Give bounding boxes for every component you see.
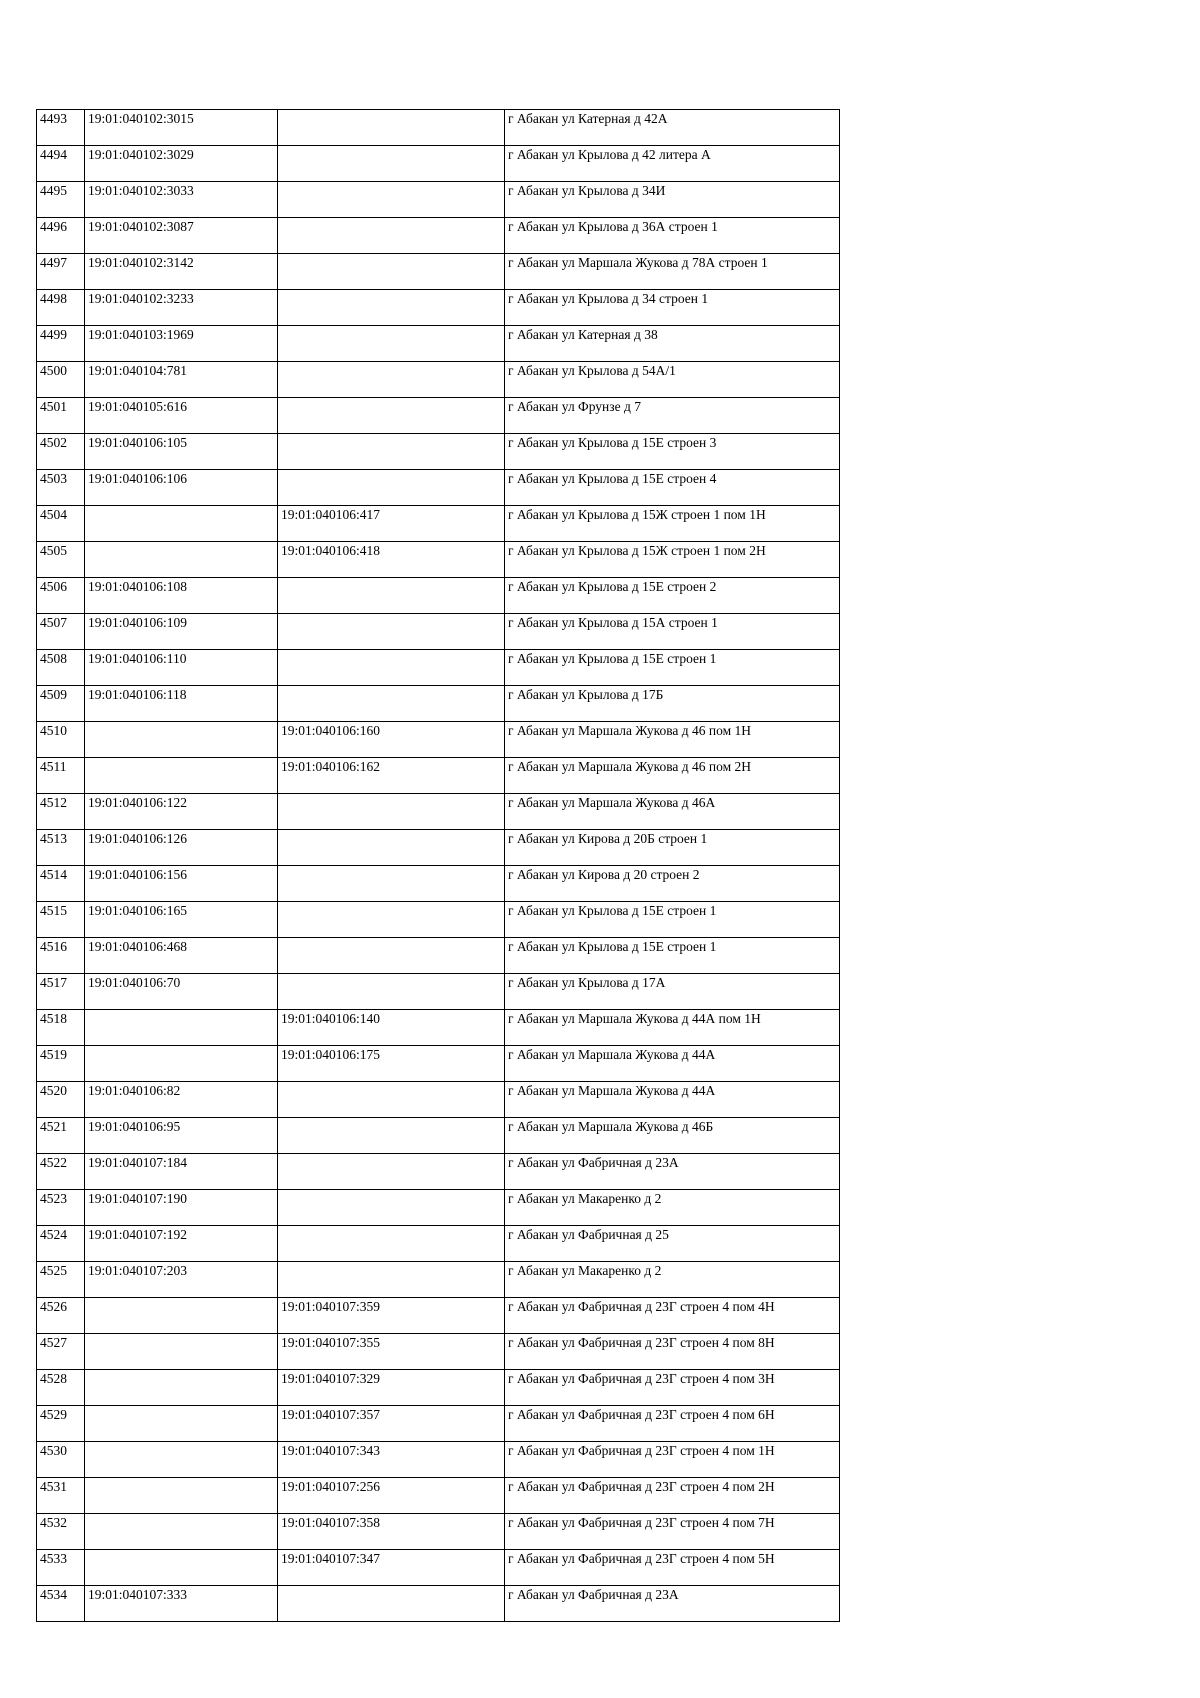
address-cell: г Абакан ул Катерная д 38: [505, 326, 840, 362]
row-number-cell: 4506: [37, 578, 85, 614]
building-cadastral-number-cell: [85, 758, 278, 794]
address-cell: г Абакан ул Крылова д 17А: [505, 974, 840, 1010]
row-number-cell: 4515: [37, 902, 85, 938]
building-cadastral-number-cell: 19:01:040106:95: [85, 1118, 278, 1154]
premises-cadastral-number-cell: [278, 470, 505, 506]
address-cell: г Абакан ул Фабричная д 23Г строен 4 пом 8Н: [505, 1334, 840, 1370]
row-number-cell: 4493: [37, 110, 85, 146]
row-number-cell: 4505: [37, 542, 85, 578]
row-number-cell: 4494: [37, 146, 85, 182]
premises-cadastral-number-cell: [278, 794, 505, 830]
address-cell: г Абакан ул Макаренко д 2: [505, 1262, 840, 1298]
address-cell: г Абакан ул Кирова д 20Б строен 1: [505, 830, 840, 866]
address-cell: г Абакан ул Фабричная д 23Г строен 4 пом 1Н: [505, 1442, 840, 1478]
address-cell: г Абакан ул Крылова д 15Е строен 3: [505, 434, 840, 470]
building-cadastral-number-cell: [85, 1406, 278, 1442]
address-cell: г Абакан ул Крылова д 15А строен 1: [505, 614, 840, 650]
building-cadastral-number-cell: 19:01:040103:1969: [85, 326, 278, 362]
table-row: [37, 398, 840, 434]
row-number-cell: 4532: [37, 1514, 85, 1550]
premises-cadastral-number-cell: [278, 902, 505, 938]
building-cadastral-number-cell: 19:01:040106:109: [85, 614, 278, 650]
building-cadastral-number-cell: 19:01:040106:156: [85, 866, 278, 902]
premises-cadastral-number-cell: [278, 686, 505, 722]
table-row: [37, 1514, 840, 1550]
premises-cadastral-number-cell: [278, 326, 505, 362]
row-number-cell: 4518: [37, 1010, 85, 1046]
building-cadastral-number-cell: 19:01:040102:3233: [85, 290, 278, 326]
building-cadastral-number-cell: [85, 1478, 278, 1514]
table-row: [37, 866, 840, 902]
table-row: [37, 794, 840, 830]
row-number-cell: 4513: [37, 830, 85, 866]
premises-cadastral-number-cell: [278, 398, 505, 434]
table-row: [37, 1406, 840, 1442]
address-cell: г Абакан ул Крылова д 54А/1: [505, 362, 840, 398]
registry-table-body: [37, 110, 840, 1622]
address-cell: г Абакан ул Крылова д 17Б: [505, 686, 840, 722]
table-row: [37, 1334, 840, 1370]
row-number-cell: 4516: [37, 938, 85, 974]
row-number-cell: 4528: [37, 1370, 85, 1406]
row-number-cell: 4526: [37, 1298, 85, 1334]
address-cell: г Абакан ул Крылова д 15Е строен 1: [505, 902, 840, 938]
table-row: [37, 722, 840, 758]
address-cell: г Абакан ул Крылова д 15Ж строен 1 пом 2Н: [505, 542, 840, 578]
premises-cadastral-number-cell: 19:01:040107:359: [278, 1298, 505, 1334]
building-cadastral-number-cell: 19:01:040106:118: [85, 686, 278, 722]
building-cadastral-number-cell: 19:01:040106:70: [85, 974, 278, 1010]
address-cell: г Абакан ул Маршала Жукова д 78А строен 1: [505, 254, 840, 290]
table-row: [37, 650, 840, 686]
building-cadastral-number-cell: 19:01:040106:110: [85, 650, 278, 686]
building-cadastral-number-cell: 19:01:040107:190: [85, 1190, 278, 1226]
building-cadastral-number-cell: 19:01:040106:122: [85, 794, 278, 830]
building-cadastral-number-cell: 19:01:040102:3087: [85, 218, 278, 254]
premises-cadastral-number-cell: 19:01:040107:357: [278, 1406, 505, 1442]
table-row: [37, 218, 840, 254]
table-row: [37, 830, 840, 866]
building-cadastral-number-cell: 19:01:040106:165: [85, 902, 278, 938]
table-row: [37, 362, 840, 398]
premises-cadastral-number-cell: [278, 1118, 505, 1154]
address-cell: г Абакан ул Фабричная д 23Г строен 4 пом 2Н: [505, 1478, 840, 1514]
premises-cadastral-number-cell: [278, 830, 505, 866]
address-cell: г Абакан ул Фабричная д 23Г строен 4 пом 3Н: [505, 1370, 840, 1406]
premises-cadastral-number-cell: [278, 110, 505, 146]
address-cell: г Абакан ул Крылова д 15Е строен 4: [505, 470, 840, 506]
premises-cadastral-number-cell: [278, 650, 505, 686]
address-cell: г Абакан ул Крылова д 15Е строен 1: [505, 650, 840, 686]
row-number-cell: 4529: [37, 1406, 85, 1442]
premises-cadastral-number-cell: 19:01:040107:358: [278, 1514, 505, 1550]
premises-cadastral-number-cell: 19:01:040107:256: [278, 1478, 505, 1514]
address-cell: г Абакан ул Фабричная д 23Г строен 4 пом 4Н: [505, 1298, 840, 1334]
table-row: [37, 290, 840, 326]
premises-cadastral-number-cell: [278, 974, 505, 1010]
address-cell: г Абакан ул Фабричная д 23А: [505, 1586, 840, 1622]
row-number-cell: 4520: [37, 1082, 85, 1118]
address-cell: г Абакан ул Маршала Жукова д 46 пом 2Н: [505, 758, 840, 794]
address-cell: г Абакан ул Крылова д 36А строен 1: [505, 218, 840, 254]
address-cell: г Абакан ул Маршала Жукова д 46Б: [505, 1118, 840, 1154]
property-registry-table: [36, 109, 840, 1622]
row-number-cell: 4497: [37, 254, 85, 290]
table-row: [37, 182, 840, 218]
table-row: [37, 974, 840, 1010]
premises-cadastral-number-cell: [278, 290, 505, 326]
address-cell: г Абакан ул Крылова д 15Е строен 1: [505, 938, 840, 974]
table-row: [37, 506, 840, 542]
address-cell: г Абакан ул Крылова д 42 литера А: [505, 146, 840, 182]
row-number-cell: 4522: [37, 1154, 85, 1190]
row-number-cell: 4523: [37, 1190, 85, 1226]
row-number-cell: 4501: [37, 398, 85, 434]
building-cadastral-number-cell: [85, 1550, 278, 1586]
address-cell: г Абакан ул Фрунзе д 7: [505, 398, 840, 434]
table-row: [37, 254, 840, 290]
row-number-cell: 4531: [37, 1478, 85, 1514]
building-cadastral-number-cell: 19:01:040102:3029: [85, 146, 278, 182]
premises-cadastral-number-cell: [278, 182, 505, 218]
address-cell: г Абакан ул Фабричная д 23Г строен 4 пом 7Н: [505, 1514, 840, 1550]
address-cell: г Абакан ул Маршала Жукова д 46 пом 1Н: [505, 722, 840, 758]
premises-cadastral-number-cell: [278, 1226, 505, 1262]
row-number-cell: 4498: [37, 290, 85, 326]
table-row: [37, 1442, 840, 1478]
premises-cadastral-number-cell: 19:01:040107:355: [278, 1334, 505, 1370]
address-cell: г Абакан ул Макаренко д 2: [505, 1190, 840, 1226]
table-row: [37, 758, 840, 794]
row-number-cell: 4512: [37, 794, 85, 830]
building-cadastral-number-cell: [85, 722, 278, 758]
building-cadastral-number-cell: [85, 1370, 278, 1406]
building-cadastral-number-cell: 19:01:040102:3033: [85, 182, 278, 218]
table-row: [37, 110, 840, 146]
building-cadastral-number-cell: [85, 1046, 278, 1082]
row-number-cell: 4533: [37, 1550, 85, 1586]
address-cell: г Абакан ул Маршала Жукова д 44А: [505, 1082, 840, 1118]
premises-cadastral-number-cell: [278, 1154, 505, 1190]
building-cadastral-number-cell: [85, 542, 278, 578]
row-number-cell: 4525: [37, 1262, 85, 1298]
address-cell: г Абакан ул Кирова д 20 строен 2: [505, 866, 840, 902]
table-row: [37, 1370, 840, 1406]
row-number-cell: 4521: [37, 1118, 85, 1154]
table-row: [37, 146, 840, 182]
premises-cadastral-number-cell: 19:01:040106:175: [278, 1046, 505, 1082]
row-number-cell: 4514: [37, 866, 85, 902]
building-cadastral-number-cell: 19:01:040106:108: [85, 578, 278, 614]
building-cadastral-number-cell: 19:01:040106:105: [85, 434, 278, 470]
row-number-cell: 4500: [37, 362, 85, 398]
address-cell: г Абакан ул Крылова д 15Е строен 2: [505, 578, 840, 614]
building-cadastral-number-cell: 19:01:040106:468: [85, 938, 278, 974]
building-cadastral-number-cell: 19:01:040102:3015: [85, 110, 278, 146]
table-row: [37, 1190, 840, 1226]
table-row: [37, 686, 840, 722]
row-number-cell: 4519: [37, 1046, 85, 1082]
row-number-cell: 4496: [37, 218, 85, 254]
table-row: [37, 326, 840, 362]
premises-cadastral-number-cell: [278, 1586, 505, 1622]
row-number-cell: 4511: [37, 758, 85, 794]
row-number-cell: 4530: [37, 1442, 85, 1478]
row-number-cell: 4527: [37, 1334, 85, 1370]
building-cadastral-number-cell: 19:01:040102:3142: [85, 254, 278, 290]
row-number-cell: 4509: [37, 686, 85, 722]
table-row: [37, 614, 840, 650]
table-row: [37, 1154, 840, 1190]
premises-cadastral-number-cell: 19:01:040106:140: [278, 1010, 505, 1046]
address-cell: г Абакан ул Фабричная д 25: [505, 1226, 840, 1262]
premises-cadastral-number-cell: [278, 614, 505, 650]
building-cadastral-number-cell: [85, 1442, 278, 1478]
premises-cadastral-number-cell: 19:01:040107:329: [278, 1370, 505, 1406]
address-cell: г Абакан ул Маршала Жукова д 46А: [505, 794, 840, 830]
address-cell: г Абакан ул Маршала Жукова д 44А: [505, 1046, 840, 1082]
premises-cadastral-number-cell: [278, 1082, 505, 1118]
building-cadastral-number-cell: 19:01:040107:333: [85, 1586, 278, 1622]
address-cell: г Абакан ул Фабричная д 23А: [505, 1154, 840, 1190]
premises-cadastral-number-cell: 19:01:040106:417: [278, 506, 505, 542]
table-row: [37, 902, 840, 938]
row-number-cell: 4507: [37, 614, 85, 650]
premises-cadastral-number-cell: [278, 1190, 505, 1226]
table-row: [37, 1550, 840, 1586]
row-number-cell: 4524: [37, 1226, 85, 1262]
table-row: [37, 578, 840, 614]
building-cadastral-number-cell: 19:01:040104:781: [85, 362, 278, 398]
premises-cadastral-number-cell: [278, 578, 505, 614]
table-row: [37, 1262, 840, 1298]
building-cadastral-number-cell: 19:01:040107:203: [85, 1262, 278, 1298]
row-number-cell: 4517: [37, 974, 85, 1010]
premises-cadastral-number-cell: [278, 1262, 505, 1298]
table-row: [37, 434, 840, 470]
row-number-cell: 4503: [37, 470, 85, 506]
premises-cadastral-number-cell: [278, 254, 505, 290]
premises-cadastral-number-cell: [278, 146, 505, 182]
table-row: [37, 1118, 840, 1154]
address-cell: г Абакан ул Фабричная д 23Г строен 4 пом 5Н: [505, 1550, 840, 1586]
building-cadastral-number-cell: 19:01:040107:192: [85, 1226, 278, 1262]
building-cadastral-number-cell: 19:01:040106:106: [85, 470, 278, 506]
building-cadastral-number-cell: 19:01:040106:126: [85, 830, 278, 866]
building-cadastral-number-cell: 19:01:040106:82: [85, 1082, 278, 1118]
building-cadastral-number-cell: [85, 506, 278, 542]
premises-cadastral-number-cell: [278, 866, 505, 902]
table-row: [37, 1010, 840, 1046]
row-number-cell: 4502: [37, 434, 85, 470]
building-cadastral-number-cell: [85, 1010, 278, 1046]
row-number-cell: 4510: [37, 722, 85, 758]
table-row: [37, 1082, 840, 1118]
address-cell: г Абакан ул Крылова д 15Ж строен 1 пом 1Н: [505, 506, 840, 542]
table-row: [37, 1046, 840, 1082]
address-cell: г Абакан ул Крылова д 34И: [505, 182, 840, 218]
building-cadastral-number-cell: 19:01:040107:184: [85, 1154, 278, 1190]
premises-cadastral-number-cell: [278, 434, 505, 470]
premises-cadastral-number-cell: 19:01:040107:347: [278, 1550, 505, 1586]
row-number-cell: 4499: [37, 326, 85, 362]
building-cadastral-number-cell: [85, 1334, 278, 1370]
table-row: [37, 1586, 840, 1622]
row-number-cell: 4495: [37, 182, 85, 218]
premises-cadastral-number-cell: [278, 362, 505, 398]
table-row: [37, 1298, 840, 1334]
premises-cadastral-number-cell: [278, 938, 505, 974]
address-cell: г Абакан ул Фабричная д 23Г строен 4 пом 6Н: [505, 1406, 840, 1442]
address-cell: г Абакан ул Крылова д 34 строен 1: [505, 290, 840, 326]
address-cell: г Абакан ул Катерная д 42А: [505, 110, 840, 146]
table-row: [37, 542, 840, 578]
table-row: [37, 1478, 840, 1514]
premises-cadastral-number-cell: 19:01:040106:160: [278, 722, 505, 758]
address-cell: г Абакан ул Маршала Жукова д 44А пом 1Н: [505, 1010, 840, 1046]
premises-cadastral-number-cell: [278, 218, 505, 254]
row-number-cell: 4504: [37, 506, 85, 542]
table-row: [37, 1226, 840, 1262]
premises-cadastral-number-cell: 19:01:040107:343: [278, 1442, 505, 1478]
premises-cadastral-number-cell: 19:01:040106:418: [278, 542, 505, 578]
building-cadastral-number-cell: [85, 1514, 278, 1550]
row-number-cell: 4508: [37, 650, 85, 686]
table-row: [37, 938, 840, 974]
building-cadastral-number-cell: 19:01:040105:616: [85, 398, 278, 434]
row-number-cell: 4534: [37, 1586, 85, 1622]
premises-cadastral-number-cell: 19:01:040106:162: [278, 758, 505, 794]
table-row: [37, 470, 840, 506]
building-cadastral-number-cell: [85, 1298, 278, 1334]
